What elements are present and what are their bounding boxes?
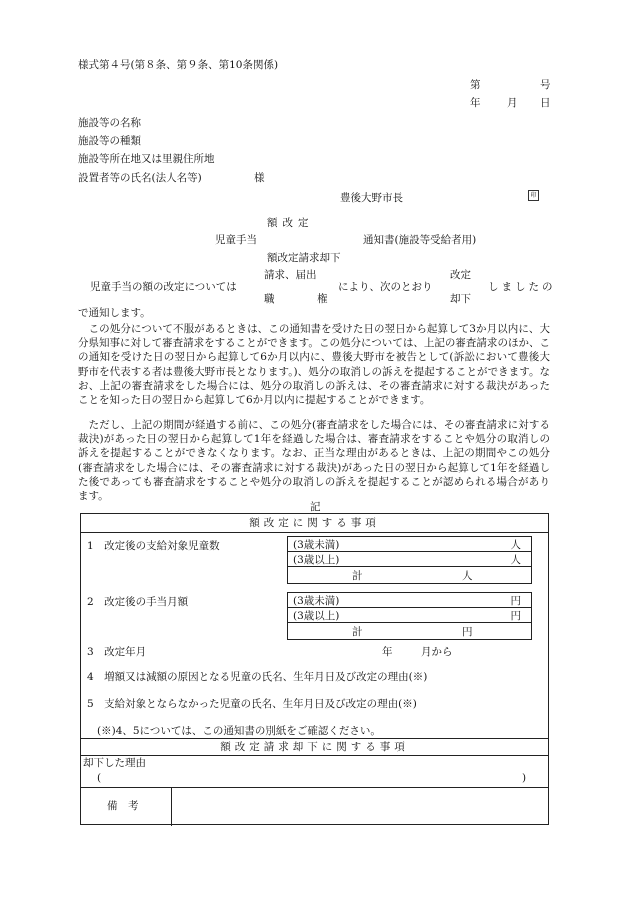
row-label: (3歳以上) xyxy=(293,554,340,566)
notice-lead: 児童手当の額の改定については xyxy=(90,281,237,293)
reference-note: (※)4、5については、この通知書の別紙をご確認ください。 xyxy=(97,725,381,737)
item5-label: 5 支給対象とならなかった児童の氏名、生年月日及び改定の理由(※) xyxy=(87,698,417,710)
item2-label: 2 改定後の手当月額 xyxy=(87,596,189,608)
section-divider xyxy=(81,738,548,739)
notice-tail: で通知します。 xyxy=(78,307,151,319)
date-day-label: 日 xyxy=(540,97,551,109)
notice-option-revise: 改定 xyxy=(450,269,471,281)
row-label: (3歳未満) xyxy=(293,539,340,551)
paren-open: ( xyxy=(97,772,102,784)
table-row-total xyxy=(288,624,531,639)
child-count-grid xyxy=(287,536,532,584)
remarks-column-divider xyxy=(171,788,172,826)
row-label: (3歳未満) xyxy=(293,595,340,607)
allowance-grid xyxy=(287,592,532,640)
notice-option-request: 請求、届出 xyxy=(264,269,317,281)
details-table xyxy=(80,513,549,825)
title-suffix: 通知書(施設等受給者用) xyxy=(363,234,477,246)
row-label: (3歳以上) xyxy=(293,610,340,622)
document-number-label: 第 xyxy=(470,79,481,91)
honorific: 様 xyxy=(254,172,265,184)
facility-name-label: 施設等の名称 xyxy=(78,117,141,129)
row-unit: 円 xyxy=(510,610,521,622)
table-row xyxy=(288,537,531,552)
notice-option-ex-officio-1: 職 xyxy=(264,293,275,305)
table-row-total xyxy=(288,568,531,583)
notice-mid: により、次のとおり xyxy=(338,281,433,293)
total-unit: 円 xyxy=(462,626,473,638)
row-unit: 円 xyxy=(510,595,521,607)
item3-year: 年 xyxy=(382,646,393,658)
remarks-divider xyxy=(81,787,548,788)
total-label: 計 xyxy=(352,626,363,638)
proviso-paragraph: ただし、上記の期間が経過する前に、この処分(審査請求をした場合には、その審査請求に対する裁決)があった日の翌日から起算して1年を経過した場合は、審査請求をすることや処分の取消しの訴えを提起することができなくなります。なお、正当な理由があるときは、上記の期間やこの処分(審査請求をした場合には、その審査請求に対する裁決)があった日の翌日から起算して1年を経過した後であっても審査請求をすることや処分の取消しの訴えを提起することが認められる場合があります。 xyxy=(78,419,550,502)
remarks-label: 備 考 xyxy=(107,800,139,812)
item1-label: 1 改定後の支給対象児童数 xyxy=(87,540,220,552)
ki-marker: 記 xyxy=(310,501,321,513)
appeal-paragraph: この処分について不服があるときは、この通知書を受けた日の翌日から起算して3か月以内に、大分県知事に対して審査請求をすることができます。この処分については、上記の審査請求のほか、この通知を受けた日の翌日から起算して6か月以内に、豊後大野市を被告として(訴訟において豊後大野市を代表する者は豊後大野市長となります。)、処分の取消しの訴えを提起することができます。なお、上記の審査請求をした場合には、処分の取消しの訴えは、その審査請求に対する裁決があったことを知った日の翌日から起算して6か月以内に提起することができます。 xyxy=(78,323,550,406)
title-option-rejection: 額改定請求却下 xyxy=(267,252,341,264)
section-revision-heading: 額改定に関する事項 xyxy=(249,517,380,529)
title-prefix: 児童手当 xyxy=(215,234,257,246)
paren-close: ) xyxy=(522,772,527,784)
total-unit: 人 xyxy=(462,570,473,582)
item4-label: 4 増額又は減額の原因となる児童の氏名、生年月日及び改定の理由(※) xyxy=(87,671,428,683)
title-option-revision: 額改定 xyxy=(267,217,314,229)
rejection-reason-label: 却下した理由 xyxy=(83,757,146,769)
section-rejection-heading: 額改定請求却下に関する事項 xyxy=(220,741,409,753)
heading-divider xyxy=(81,532,548,533)
heading-divider xyxy=(81,755,548,756)
date-month-label: 月 xyxy=(507,97,518,109)
row-unit: 人 xyxy=(510,554,521,566)
total-label: 計 xyxy=(352,570,363,582)
facility-address-label: 施設等所在地又は里親住所地 xyxy=(78,153,215,165)
seal-mark: 印 xyxy=(528,190,539,201)
table-row xyxy=(288,593,531,608)
date-year-label: 年 xyxy=(470,97,481,109)
founder-name-label: 設置者等の氏名(法人名等) xyxy=(78,172,202,184)
row-unit: 人 xyxy=(510,539,521,551)
item3-label: 3 改定年月 xyxy=(87,646,147,658)
document-number-unit: 号 xyxy=(540,79,551,91)
notice-option-ex-officio-2: 権 xyxy=(317,293,328,305)
notice-end: しましたの xyxy=(488,281,556,293)
form-number-title: 様式第４号(第８条、第９条、第10条関係) xyxy=(78,59,279,71)
issuer-name: 豊後大野市長 xyxy=(340,192,403,204)
facility-type-label: 施設等の種類 xyxy=(78,135,141,147)
table-row xyxy=(288,552,531,567)
table-row xyxy=(288,608,531,623)
item3-month-from: 月から xyxy=(421,646,453,658)
notice-option-reject: 却下 xyxy=(450,293,471,305)
